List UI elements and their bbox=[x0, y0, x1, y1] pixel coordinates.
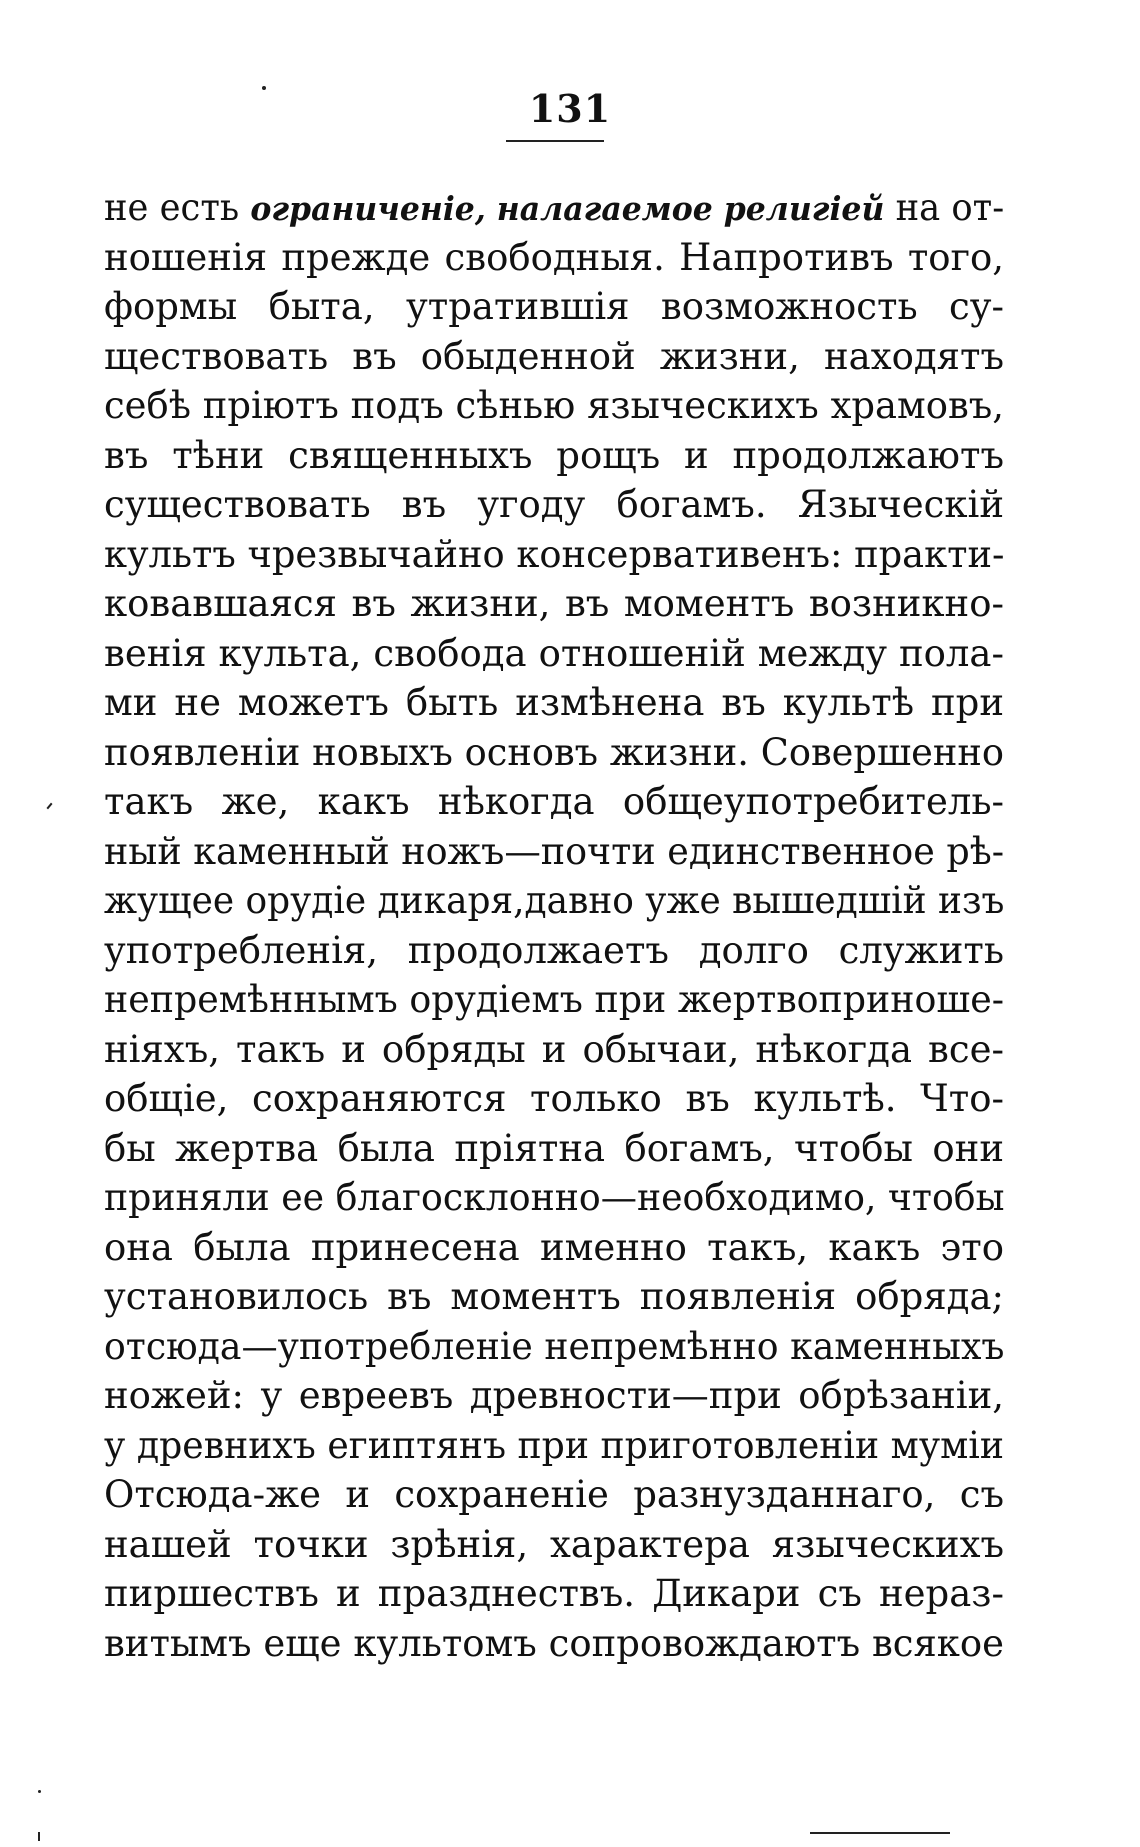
text-run: венія культа, свобода отношеній между пола- bbox=[104, 631, 1004, 675]
text-run: нашей точки зрѣнія, характера языческихъ bbox=[104, 1522, 1004, 1566]
text-run: она была принесена именно такъ, какъ это bbox=[104, 1225, 1004, 1269]
print-speck bbox=[38, 1790, 41, 1793]
text-run: ный каменный ножъ—почти единственное рѣ- bbox=[104, 829, 1005, 873]
text-line bbox=[104, 777, 1004, 827]
text-run: употребленія, продолжаетъ долго служить bbox=[104, 928, 1004, 972]
text-line bbox=[104, 480, 1004, 530]
emphasized-phrase: ограниченіе, налагаемое религіей bbox=[250, 189, 885, 228]
text-run: себѣ пріютъ подъ сѣнью языческихъ храмовъ, bbox=[104, 384, 1004, 427]
text-run: общіе, сохраняются только въ культѣ. Что- bbox=[104, 1077, 1004, 1120]
text-line bbox=[104, 1569, 1004, 1619]
text-line bbox=[104, 1322, 1004, 1372]
text-line bbox=[104, 678, 1004, 728]
text-line bbox=[104, 629, 1004, 679]
text-run: ковавшаяся въ жизни, въ моментъ возникно- bbox=[104, 582, 1004, 625]
text-run: появленіи новыхъ основъ жизни. Совершенно bbox=[104, 730, 1004, 774]
text-line bbox=[104, 332, 1004, 382]
text-run: бы жертва была пріятна богамъ, чтобы они bbox=[104, 1126, 1004, 1170]
text-run: въ тѣни священныхъ рощъ и продолжаютъ bbox=[104, 433, 1004, 477]
text-run: существовать въ угоду богамъ. Языческій bbox=[104, 483, 1004, 526]
text-run: непремѣннымъ орудіемъ при жертвоприноше- bbox=[104, 978, 1004, 1021]
text-line bbox=[104, 1223, 1004, 1273]
text-line bbox=[104, 431, 1004, 481]
text-line bbox=[104, 530, 1004, 580]
text-run: такъ же, какъ нѣкогда общеупотребитель- bbox=[104, 780, 1004, 823]
text-run: приняли ее благосклонно—необходимо, чтобы bbox=[104, 1176, 1005, 1219]
text-line bbox=[104, 1074, 1004, 1124]
text-line bbox=[104, 975, 1004, 1025]
page-number: 131 bbox=[528, 86, 612, 131]
text-line bbox=[104, 1272, 1004, 1322]
text-run: ношенія прежде свободныя. Напротивъ того, bbox=[104, 235, 1004, 279]
margin-mark bbox=[46, 803, 52, 810]
text-run: ножей: у евреевъ древности—при обрѣзаніи, bbox=[104, 1374, 1004, 1417]
text-line bbox=[104, 1025, 1004, 1075]
text-run: витымъ еще культомъ сопровождаютъ всякое bbox=[104, 1621, 1004, 1665]
print-speck bbox=[262, 86, 266, 90]
text-line bbox=[104, 381, 1004, 431]
text-run: формы быта, утратившія возможность су- bbox=[104, 285, 1004, 328]
text-run: ми не можетъ быть измѣнена въ культѣ при bbox=[104, 681, 1004, 724]
footer-rule bbox=[810, 1832, 950, 1834]
text-line bbox=[104, 827, 1004, 877]
text-run: ніяхъ, такъ и обряды и обычаи, нѣкогда все- bbox=[104, 1027, 1004, 1071]
text-run: ществовать въ обыденной жизни, находятъ bbox=[104, 334, 1004, 378]
page-number-underline bbox=[506, 140, 604, 142]
text-run: у древнихъ египтянъ при приготовленіи муміи bbox=[104, 1423, 1004, 1467]
text-run: культъ чрезвычайно консервативенъ: практи- bbox=[104, 532, 1005, 576]
text-line bbox=[104, 728, 1004, 778]
text-run: жущее орудіе дикаря,давно уже вышедшій изъ bbox=[104, 879, 1005, 922]
text-line bbox=[104, 926, 1004, 976]
text-run: на от- bbox=[884, 186, 1005, 229]
text-line bbox=[104, 1619, 1004, 1669]
text-line bbox=[104, 183, 1004, 233]
text-line bbox=[104, 1470, 1004, 1520]
text-line bbox=[104, 579, 1004, 629]
text-line bbox=[104, 282, 1004, 332]
text-run: установилось въ моментъ появленія обряда; bbox=[104, 1275, 1004, 1318]
text-line bbox=[104, 1421, 1004, 1471]
body-text bbox=[104, 183, 1004, 1668]
text-run: Отсюда-же и сохраненіе разнузданнаго, съ bbox=[104, 1473, 1004, 1516]
text-line bbox=[104, 1371, 1004, 1421]
text-line bbox=[104, 1173, 1004, 1223]
text-run: отсюда—употребленіе непремѣнно каменныхъ bbox=[104, 1324, 1005, 1368]
text-run: пиршествъ и празднествъ. Дикари съ нераз- bbox=[104, 1572, 1004, 1615]
text-line bbox=[104, 233, 1004, 283]
text-run: не есть bbox=[104, 186, 251, 229]
text-line bbox=[104, 1124, 1004, 1174]
text-line bbox=[104, 1520, 1004, 1570]
text-line bbox=[104, 876, 1004, 926]
margin-mark bbox=[38, 1832, 40, 1841]
